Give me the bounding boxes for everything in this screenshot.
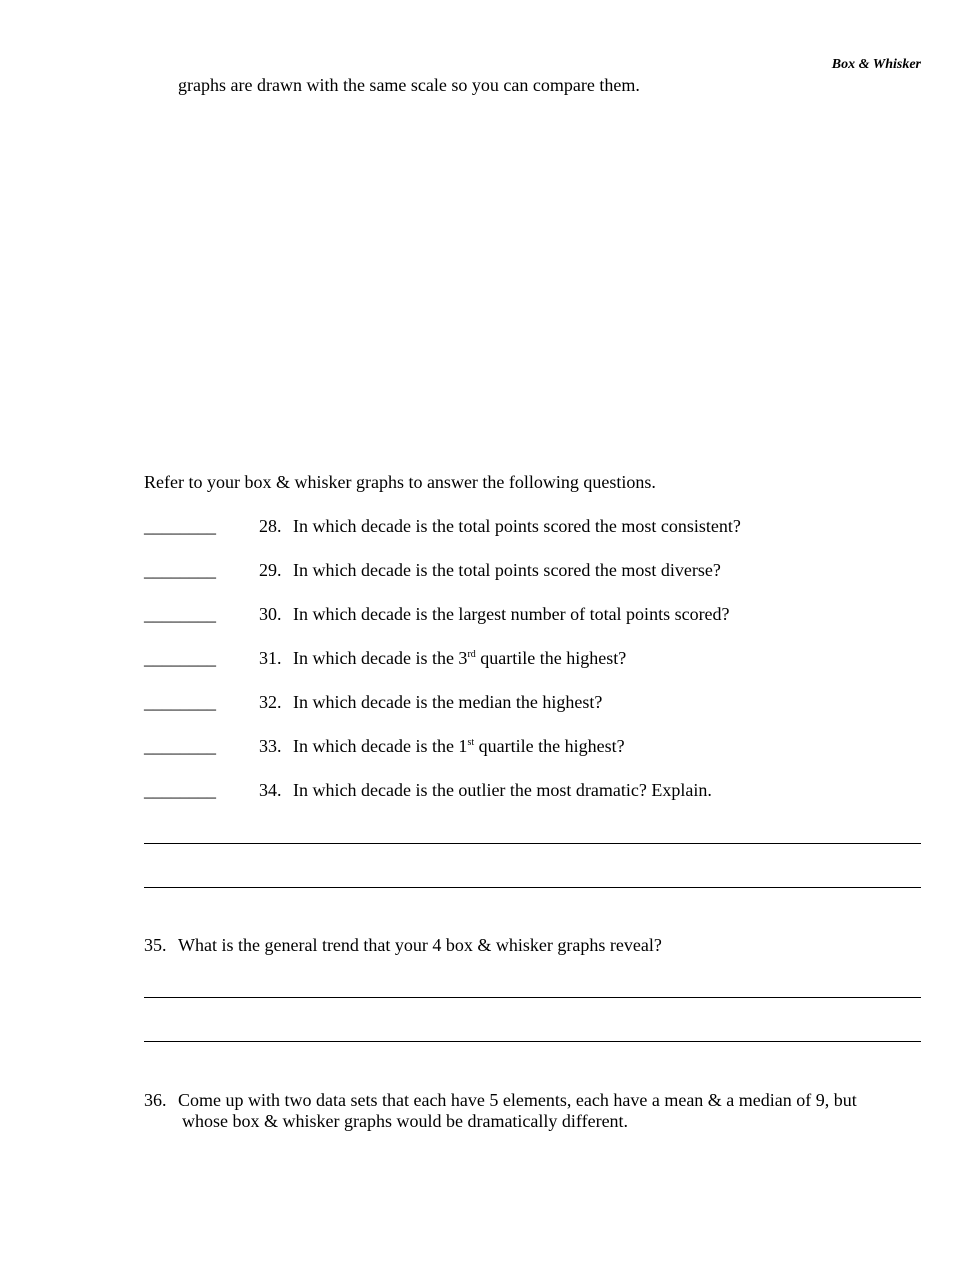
answer-line-35a[interactable] <box>144 997 921 998</box>
question-text <box>293 736 625 757</box>
question-text-after: quartile the highest? <box>474 736 625 756</box>
question-number: 33. <box>259 736 282 756</box>
ordinal-suffix: rd <box>467 649 476 660</box>
question-33 <box>144 736 934 760</box>
answer-line-35b[interactable] <box>144 1041 921 1042</box>
header-tag: Box & Whisker <box>831 57 921 72</box>
question-text: In which decade is the largest number of total points scored? <box>293 604 730 624</box>
ordinal-suffix: st <box>467 737 475 748</box>
question-30 <box>144 604 934 628</box>
question-number: 28. <box>259 516 282 536</box>
question-text-after: quartile the highest? <box>475 648 627 668</box>
intro-continuation: graphs are drawn with the same scale so you can compare them. <box>178 75 640 95</box>
question-text: What is the general trend that your 4 box & whisker graphs reveal? <box>178 935 662 955</box>
question-text: In which decade is the outlier the most dramatic? Explain. <box>293 780 712 800</box>
answer-blank[interactable]: ________ <box>144 560 216 580</box>
answer-blank[interactable]: ________ <box>144 780 216 800</box>
question-text: In which decade is the total points scored the most consistent? <box>293 516 741 536</box>
answer-line-34b[interactable] <box>144 887 921 888</box>
answer-blank[interactable]: ________ <box>144 604 216 624</box>
question-number: 34. <box>259 780 282 800</box>
question-text <box>293 648 626 669</box>
question-number: 36. <box>144 1090 167 1110</box>
answer-blank[interactable]: ________ <box>144 516 216 536</box>
answer-blank[interactable]: ________ <box>144 648 216 668</box>
question-28 <box>144 516 934 540</box>
instructions: Refer to your box & whisker graphs to answer the following questions. <box>144 472 656 492</box>
question-text-before: In which decade is the 3 <box>293 648 468 668</box>
question-number: 31. <box>259 648 282 668</box>
question-32 <box>144 692 934 716</box>
question-number: 29. <box>259 560 282 580</box>
question-number: 32. <box>259 692 282 712</box>
answer-blank[interactable]: ________ <box>144 736 216 756</box>
answer-blank[interactable]: ________ <box>144 692 216 712</box>
question-number: 30. <box>259 604 282 624</box>
question-text-line2: whose box & whisker graphs would be dramatically different. <box>182 1111 629 1131</box>
question-35 <box>144 935 662 956</box>
question-36 <box>144 1090 934 1132</box>
question-31 <box>144 648 934 672</box>
question-text: In which decade is the median the highest? <box>293 692 603 712</box>
question-text-line1: Come up with two data sets that each have 5 elements, each have a mean & a median of 9, but <box>178 1090 857 1110</box>
question-number: 35. <box>144 935 167 955</box>
question-29 <box>144 560 934 584</box>
question-text: In which decade is the total points scored the most diverse? <box>293 560 721 580</box>
question-text-before: In which decade is the 1 <box>293 736 468 756</box>
question-34 <box>144 780 934 804</box>
answer-line-34a[interactable] <box>144 843 921 844</box>
